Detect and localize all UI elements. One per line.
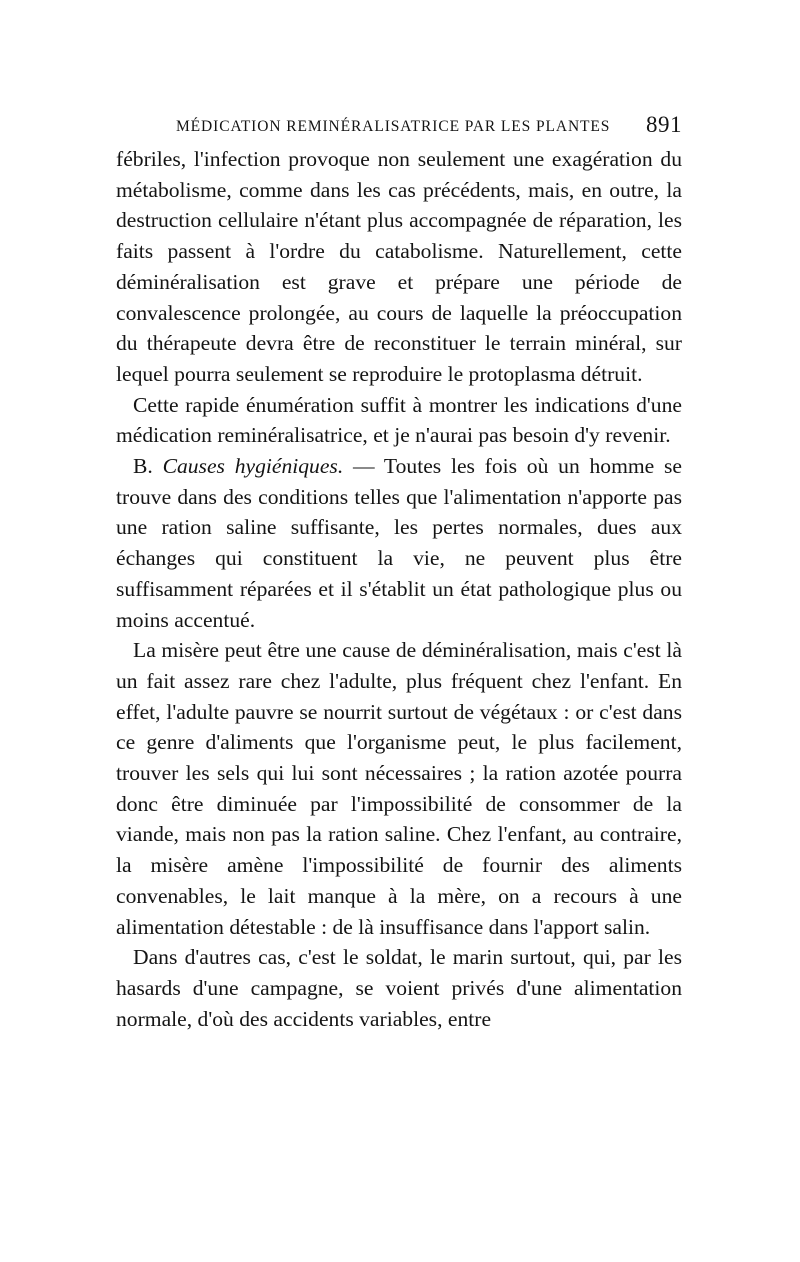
- body-text: [116, 144, 682, 1034]
- paragraph: Dans d'autres cas, c'est le soldat, le marin surtout, qui, par les hasards d'une campagne, se voient privés d'une alimentation normale, d'où des accidents variables, entre: [116, 945, 682, 1031]
- paragraph: fébriles, l'infection provoque non seulement une exagération du métabolisme, comme dans les cas précédents, mais, en outre, la destruction cellulaire n'étant plus accompagnée de réparation, les faits passent à l'ordre du catabolisme. Naturellement, cette déminéralisation est grave et prépare une période de convalescence prolongée, au cours de laquelle la préoccupation du thérapeute devra être de reconstituer le terrain minéral, sur lequel pourra seulement se reproduire le protoplasma détruit.: [116, 147, 682, 386]
- book-page: [116, 112, 682, 1034]
- running-title: MÉDICATION REMINÉRALISATRICE PAR LES PLANTES: [176, 118, 611, 135]
- section-text: — Toutes les fois où un homme se trouve dans des conditions telles que l'alimentation n'apporte pas une ration saline suffisante, les pertes normales, dues aux échanges qui constituent la vie, ne peuvent plus être suffisamment réparées et il s'établit un état pathologique plus ou moins accentué.: [116, 454, 682, 632]
- paragraph: Cette rapide énumération suffit à montrer les indications d'une médication reminéralisatrice, et je n'aurai pas besoin d'y revenir.: [116, 392, 682, 448]
- running-head: [116, 112, 682, 142]
- section-letter: B.: [133, 454, 153, 479]
- paragraph: La misère peut être une cause de déminéralisation, mais c'est là un fait assez rare chez l'adulte, plus fréquent chez l'enfant. En effet, l'adulte pauvre se nourrit surtout de végétaux : or c'est dans ce genre d'aliments que l'organisme peut, le plus facilement, trouver les sels qui lui sont nécessaires ; la ration azotée pourra donc être diminuée par l'impossibilité de consommer de la viande, mais non pas la ration saline. Chez l'enfant, au contraire, la misère amène l'impossibilité de fournir des aliments convenables, le lait manque à la mère, on a recours à une alimentation détestable : de là insuffisance dans l'apport salin.: [116, 638, 682, 939]
- paragraph-section-b: [116, 451, 682, 635]
- section-heading: Causes hygiéniques.: [162, 454, 344, 479]
- page-number: 891: [646, 112, 682, 137]
